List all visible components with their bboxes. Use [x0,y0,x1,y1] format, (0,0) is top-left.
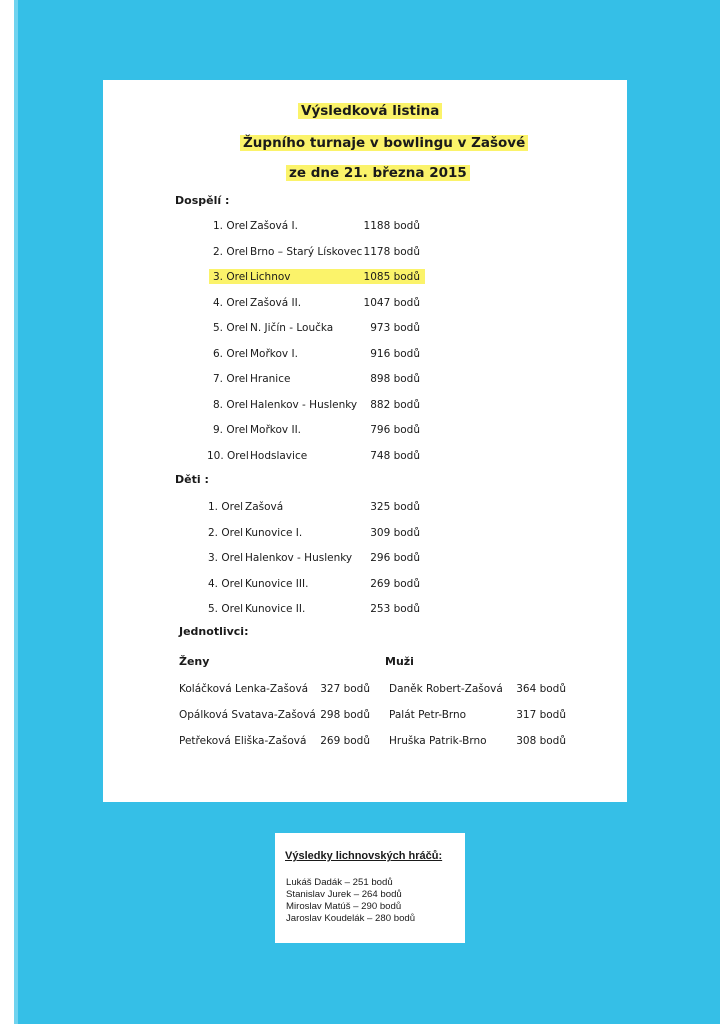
team-cell: Kunovice I. [245,526,303,539]
rank-cell: 3. Orel [213,271,249,283]
results-sheet [103,80,627,802]
points-cell: 748 bodů [370,449,420,462]
team-cell: Hranice [250,373,291,385]
men-heading: Muži [385,655,414,668]
local-results-card [275,833,465,943]
points-cell: 882 bodů [370,398,420,411]
rank-cell: 7. Orel [213,373,249,385]
rank-cell: 1. Orel [213,220,249,232]
local-result-line: Miroslav Matúš – 290 bodů [286,901,402,912]
rank-cell: 10. Orel [207,449,249,462]
rank-cell: 2. Orel [213,245,249,258]
points-cell: 1178 bodů [363,245,420,258]
man-points: 317 bodů [516,709,566,721]
rank-cell: 3. Orel [208,552,244,564]
points-cell: 898 bodů [370,373,420,385]
rank-cell: 8. Orel [213,398,249,411]
points-cell: 973 bodů [370,322,420,334]
rank-cell: 4. Orel [213,296,249,309]
title-line-1: Výsledková listina [298,103,442,119]
local-results-title: Výsledky lichnovských hráčů: [285,850,443,862]
title-line-2: Župního turnaje v bowlingu v Zašové [240,135,528,151]
local-result-line: Jaroslav Koudelák – 280 bodů [286,913,416,924]
team-cell: Zašová II. [250,296,302,309]
rank-cell: 5. Orel [213,322,249,334]
team-cell: Zašová [245,501,284,513]
rank-cell: 9. Orel [213,424,249,436]
title-line-3: ze dne 21. března 2015 [286,165,470,181]
team-cell: Kunovice III. [245,577,309,590]
team-cell: Halenkov - Huslenky [245,552,353,564]
children-heading: Děti : [175,473,209,486]
points-cell: 296 bodů [370,552,420,564]
adults-heading: Dospělí : [175,194,230,207]
points-cell: 269 bodů [370,577,420,590]
team-cell: Brno – Starý Lískovec [250,245,363,258]
rank-cell: 2. Orel [208,526,244,539]
points-cell: 253 bodů [370,603,420,615]
team-cell: N. Jičín - Loučka [250,322,334,334]
woman-name: Petřeková Eliška-Zašová [179,735,307,747]
team-cell: Hodslavice [250,449,308,462]
points-cell: 1188 bodů [363,220,420,232]
woman-name: Opálková Svatava-Zašová [179,709,316,721]
rank-cell: 6. Orel [213,347,249,360]
points-cell: 309 bodů [370,526,420,539]
team-cell: Mořkov II. [250,424,302,436]
women-heading: Ženy [179,655,210,668]
man-name: Hruška Patrik-Brno [389,735,487,747]
woman-points: 269 bodů [320,735,370,747]
team-cell: Halenkov - Huslenky [250,398,358,411]
local-result-line: Stanislav Jurek – 264 bodů [286,889,402,900]
man-points: 308 bodů [516,735,566,747]
man-name: Daněk Robert-Zašová [389,683,503,695]
team-cell: Zašová I. [250,220,298,232]
woman-name: Koláčková Lenka-Zašová [179,683,309,695]
rank-cell: 1. Orel [208,501,244,513]
points-cell: 1085 bodů [363,271,420,283]
points-cell: 1047 bodů [363,296,420,309]
points-cell: 796 bodů [370,424,420,436]
points-cell: 916 bodů [370,347,420,360]
woman-points: 298 bodů [320,709,370,721]
woman-points: 327 bodů [320,683,370,695]
local-result-line: Lukáš Dadák – 251 bodů [286,877,393,888]
team-cell: Mořkov I. [250,347,298,360]
points-cell: 325 bodů [370,501,420,513]
rank-cell: 4. Orel [208,577,244,590]
man-points: 364 bodů [516,683,566,695]
individuals-heading: Jednotlivci: [179,625,249,638]
rank-cell: 5. Orel [208,603,244,615]
team-cell: Kunovice II. [245,603,306,615]
man-name: Palát Petr-Brno [389,709,467,721]
board-edge [14,0,18,1024]
team-cell: Lichnov [250,271,291,283]
